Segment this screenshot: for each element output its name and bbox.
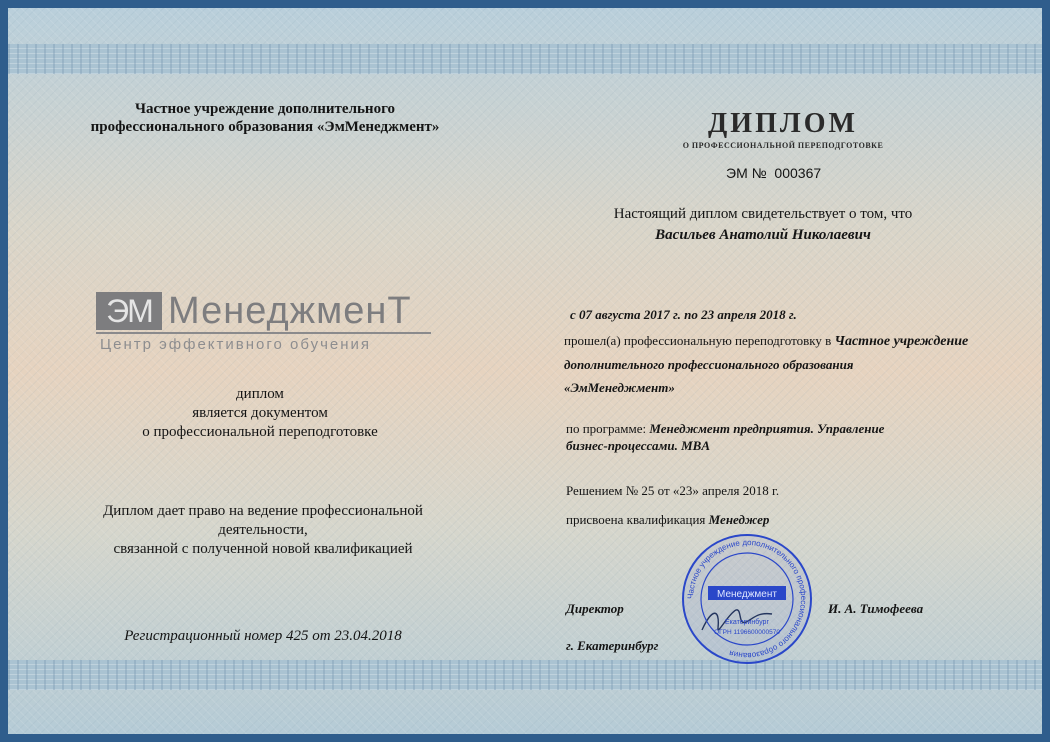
stamp-city: Екатеринбург (724, 619, 770, 626)
diploma-subtitle: О ПРОФЕССИОНАЛЬНОЙ ПЕРЕПОДГОТОВКЕ (682, 141, 884, 150)
institution-italic-1: Частное учреждение (834, 334, 969, 349)
training-line-1 (564, 329, 1004, 353)
training-statement (564, 329, 1004, 399)
logo-mark: ЭМ (96, 292, 162, 330)
logo-name: МенеджменТ (168, 290, 412, 332)
program-prefix: по программе: (566, 421, 647, 436)
decision-text: Решением № 25 от «23» апреля 2018 г. (566, 483, 780, 498)
rights-statement (48, 502, 478, 559)
qualification-value: Менеджер (708, 512, 770, 527)
diploma (8, 8, 1042, 734)
logo (96, 292, 431, 352)
institution-italic-2: дополнительного профессионального образования (564, 357, 854, 372)
institution-line-1: Частное учреждение дополнительного (134, 101, 396, 117)
doc-line-2: является документом (192, 405, 328, 421)
study-period: с 07 августа 2017 г. по 23 апреля 2018 г. (570, 307, 797, 322)
ornament-band-top (8, 44, 1042, 74)
program-name-2: бизнес-процессами. MBA (566, 438, 711, 453)
number-value: 000367 (774, 165, 822, 181)
doc-line-3: о профессиональной переподготовке (142, 424, 378, 440)
qualification-prefix: присвоена квалификация (566, 512, 706, 527)
director-name: И. А. Тимофеева (828, 601, 924, 616)
registration-number: Регистрационный номер 425 от 23.04.2018 (124, 628, 402, 644)
diploma-number (726, 165, 821, 181)
certifies-text: Настоящий диплом свидетельствует о том, что (613, 206, 913, 222)
institution-heading (50, 100, 480, 136)
passed-prefix: прошел(а) профессиональную переподготовку в (564, 333, 832, 348)
director-label: Директор (566, 601, 624, 616)
city: г. Екатеринбург (566, 638, 659, 653)
diploma-title: ДИПЛОМ (708, 108, 858, 139)
rights-line-3: связанной с полученной новой квалификацией (113, 541, 413, 557)
rights-line-1: Диплом дает право на ведение профессиональной (103, 503, 423, 519)
rights-line-2: деятельности, (218, 522, 308, 538)
number-prefix: ЭМ № (726, 165, 767, 181)
stamp-logo: Менеджмент (717, 589, 777, 600)
institution-line-2: профессионального образования «ЭмМенеджмент» (90, 119, 440, 135)
stamp-ring-text: Частное учреждение дополнительного профессионального образования (685, 537, 809, 661)
logo-underline (96, 332, 431, 334)
logo-tagline: Центр эффективного обучения (100, 336, 372, 353)
qualification-statement (566, 512, 769, 528)
document-statement (70, 385, 450, 442)
official-stamp (680, 532, 814, 666)
program-statement (566, 420, 1006, 454)
program-name-1: Менеджмент предприятия. Управление (649, 421, 885, 436)
institution-italic-3: «ЭмМенеджмент» (564, 380, 675, 395)
doc-line-1: диплом (236, 386, 284, 402)
stamp-ogrn: ОГРН 1196600000570 (714, 629, 780, 636)
holder-name: Васильев Анатолий Николаевич (655, 227, 871, 243)
program-line-1 (566, 420, 1006, 437)
ornament-band-bottom (8, 660, 1042, 690)
